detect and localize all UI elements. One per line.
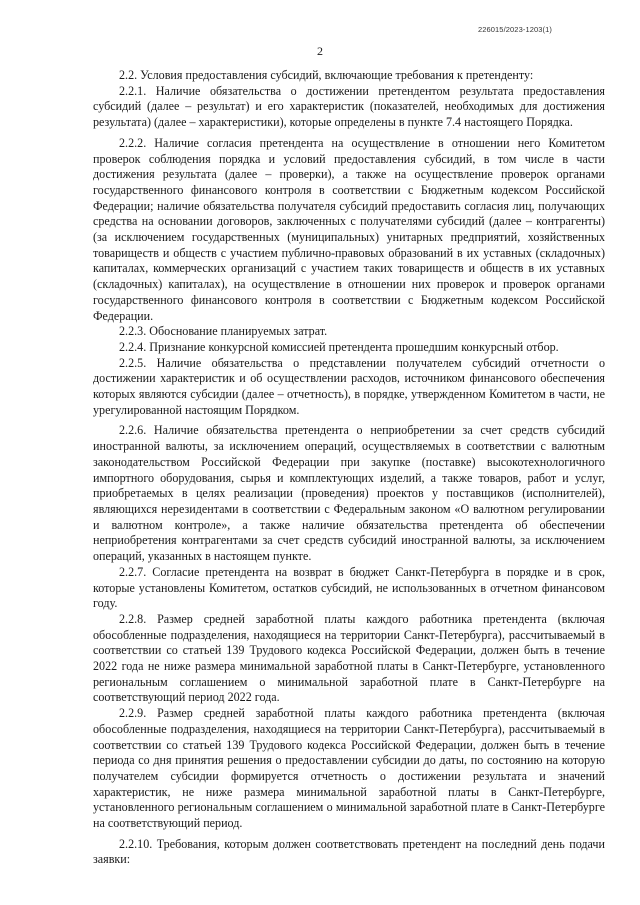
paragraph-2-2-7: 2.2.7. Согласие претендента на возврат в бюджет Санкт-Петербурга в порядке и в срок, которые установлены Комитетом, остатков субсидий, не использованных в отчетном финансовом году. bbox=[93, 564, 605, 611]
paragraph-2-2-8: 2.2.8. Размер средней заработной платы каждого работника претендента (включая обособленные подразделения, находящиеся на территории Санкт-Петербурга), рассчитываемый в соответствии со статьей 139 Трудового кодекса Российской Федерации, должен быть в течение 2022 года не ниже размера минимальной заработной платы в Санкт-Петербурге, установленного региональным соглашением о минимальной заработной плате в Санкт-Петербурге на соответствующий период 2022 года. bbox=[93, 611, 605, 705]
paragraph-2-2-4: 2.2.4. Признание конкурсной комиссией претендента прошедшим конкурсный отбор. bbox=[119, 339, 559, 354]
paragraph-2-2-3: 2.2.3. Обоснование планируемых затрат. bbox=[119, 324, 328, 339]
document-body bbox=[93, 68, 605, 868]
paragraph-2-2-5: 2.2.5. Наличие обязательства о представлении получателем субсидий отчетности о достижении характеристик и об осуществлении расходов, источником финансового обеспечения которых являются субсидии (далее – отчетность), в порядке, утвержденном Комитетом в части, не урегулированной настоящим Порядком. bbox=[93, 355, 605, 417]
paragraph-2-2-6: 2.2.6. Наличие обязательства претендента о неприобретении за счет средств субсидий иностранной валюты, за исключением операций, осуществляемых в соответствии с валютным законодательством Российской Федерации при закупке (поставке) высокотехнологичного импортного оборудования, сырья и комплектующих изделий, а также товаров, работ и услуг, приобретаемых в целях реализации (проведения) проектов у поставщиков (исполнителей), являющихся нерезидентами в соответствии с Федеральным законом «О валютном регулировании и валютном контроле», а также наличие обязательства претендента об обеспечении неприобретения контрагентами за счет средств субсидий иностранной валюты, за исключением операций, указанных в настоящем пункте. bbox=[93, 423, 605, 564]
paragraph-2-2-1: 2.2.1. Наличие обязательства о достижении претендентом результата предоставления субсидий (далее – результат) и его характеристик (показателей, необходимых для достижения результата) (далее – характеристики), которые определены в пункте 7.4 настоящего Порядка. bbox=[93, 83, 605, 130]
paragraph-2-2: 2.2. Условия предоставления субсидий, включающие требования к претенденту: bbox=[119, 68, 534, 82]
paragraph-2-2-9: 2.2.9. Размер средней заработной платы каждого работника претендента (включая обособленные подразделения, находящиеся на территории Санкт-Петербурга), рассчитываемый в соответствии со статьей 139 Трудового кодекса Российской Федерации, должен быть в течение периода со дня принятия решения о предоставлении субсидии до даты, по состоянию на которую получателем субсидии формируется отчетность о достижении результата и значений характеристик, не ниже размера минимальной заработной платы в Санкт-Петербурге, установленного региональным соглашением о минимальной заработной плате в Санкт-Петербурге на соответствующий период. bbox=[93, 706, 605, 831]
document-code: 226015/2023-1203(1) bbox=[477, 25, 552, 34]
page-number: 2 bbox=[317, 44, 323, 58]
paragraph-2-2-2: 2.2.2. Наличие согласия претендента на осуществление в отношении него Комитетом проверок соблюдения порядка и условий предоставления субсидий, в том числе в части достижения результата (далее – проверки), а также на осуществление проверок органами государственного финансового контроля в соответствии с Бюджетным кодексом Российской Федерации; наличие обязательства получателя субсидий предоставить согласия лиц, получающих средства на основании договоров, заключенных с получателями субсидий (далее – контрагенты) (за исключением государственных (муниципальных) унитарных предприятий, хозяйственных товариществ и обществ с участием публично-правовых образований в их уставных (складочных) капиталах, коммерческих организаций с участием таких товариществ и обществ в их уставных (складочных) капиталах), на осуществление в отношении них проверок и проверок органами государственного финансового контроля в соответствии с Бюджетным кодексом Российской Федерации. bbox=[93, 135, 605, 323]
paragraph-2-2-10: 2.2.10. Требования, которым должен соответствовать претендент на последний день подачи заявки: bbox=[93, 836, 605, 867]
